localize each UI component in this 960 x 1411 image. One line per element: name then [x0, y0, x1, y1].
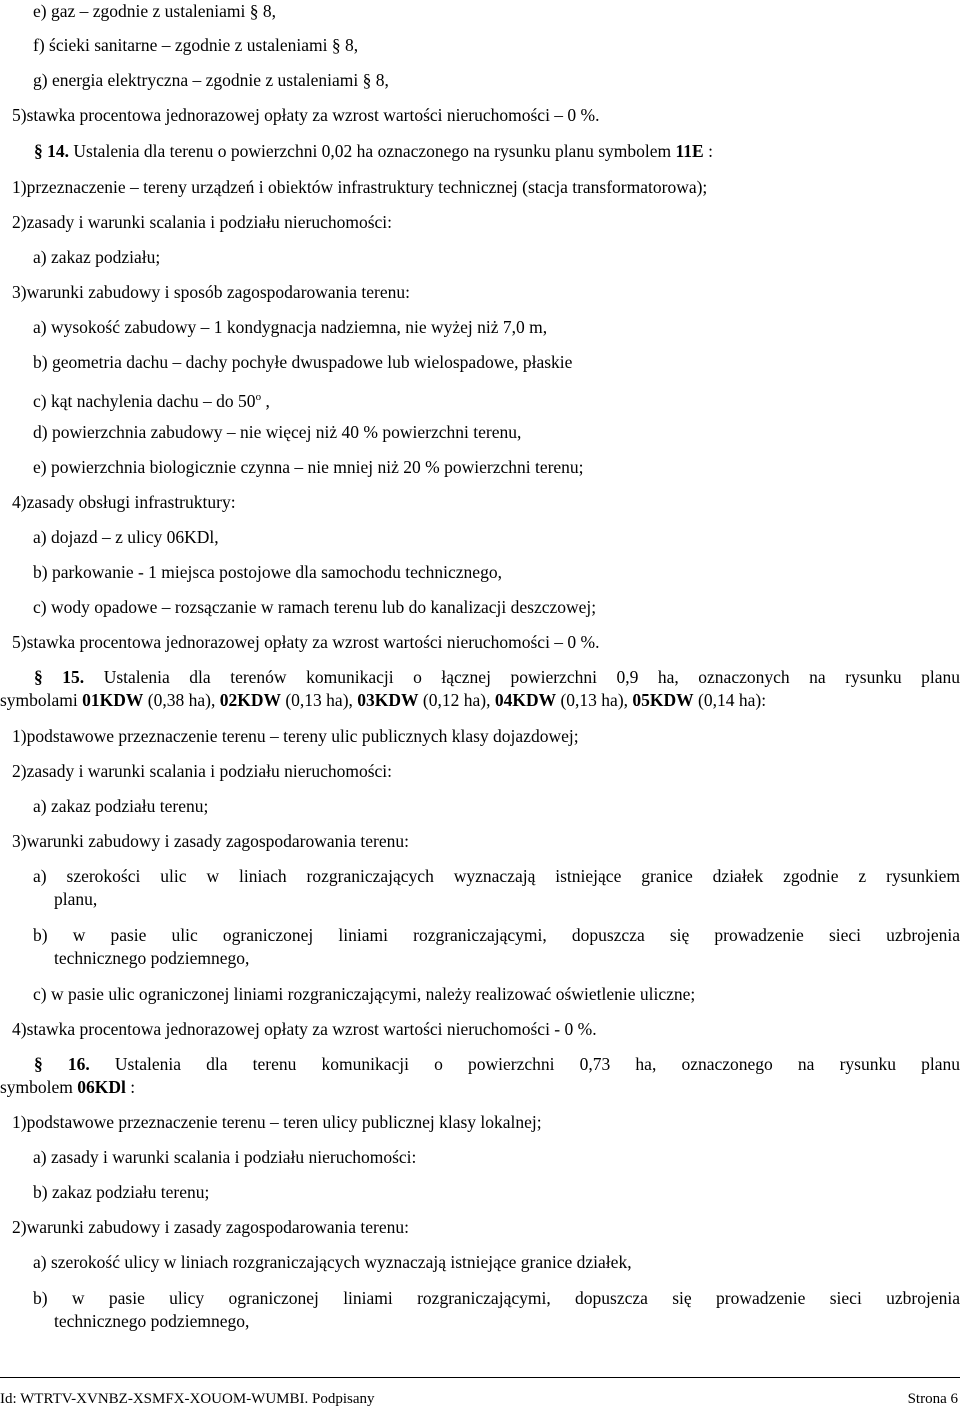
item-a-zasady-scalania: a) zasady i warunki scalania i podziału nieruchomości:	[33, 1147, 417, 1167]
symbol: 03KDW	[357, 690, 419, 710]
item-b-pas-ulicy: b) w pasie ulicy ograniczonej liniami rozgraniczającymi, dopuszcza się prowadzenie sieci uzbrojenia	[33, 1288, 960, 1308]
item-b-pas-ulic: b) w pasie ulic ograniczonej liniami rozgraniczającymi, dopuszcza się prowadzenie sieci uzbrojenia	[33, 925, 960, 945]
section-text: Ustalenia dla terenu o powierzchni 0,02 ha oznaczonego na rysunku planu symbolem	[73, 141, 672, 161]
section-number: § 15.	[34, 667, 85, 687]
item-2-zasady-scalania: 2)zasady i warunki scalania i podziału nieruchomości:	[12, 761, 393, 781]
section-number: § 14.	[34, 141, 69, 161]
item-1-podstawowe-przeznaczenie: 1)podstawowe przeznaczenie terenu – tereny ulic publicznych klasy dojazdowej;	[12, 726, 579, 746]
item-a-szerokosci-ulic: a) szerokości ulic w liniach rozgraniczających wyznaczają istniejące granice działek zgodnie z rysunkiem	[33, 866, 960, 886]
item-a-zakaz-podzialu: a) zakaz podziału;	[33, 247, 161, 267]
item-a-zakaz-podzialu: a) zakaz podziału terenu;	[33, 796, 209, 816]
symbol: 04KDW	[494, 690, 557, 710]
item-a-szerokosc-ulicy: a) szerokość ulicy w liniach rozgraniczających wyznaczają istniejące granice działek,	[33, 1252, 632, 1272]
section-number: § 16.	[34, 1054, 90, 1074]
symbol: 06KDl	[77, 1077, 126, 1097]
section-15-symbols: symbolami 01KDW (0,38 ha), 02KDW (0,13 ha), 03KDW (0,12 ha), 04KDW (0,13 ha), 05KDW (0,14 ha):	[0, 690, 767, 710]
section-16-symbol: symbolem 06KDl :	[0, 1077, 136, 1097]
symbol: 02KDW	[219, 690, 281, 710]
item-b-pas-ulic-cont: technicznego podziemnego,	[54, 948, 250, 968]
item-4-stawka: 4)stawka procentowa jednorazowej opłaty za wzrost wartości nieruchomości - 0 %.	[12, 1019, 597, 1039]
footer-page-number: Strona 6	[907, 1391, 958, 1407]
item-e-gaz: e) gaz – zgodnie z ustaleniami § 8,	[33, 1, 276, 21]
item-3-warunki-zabudowy: 3)warunki zabudowy i zasady zagospodarowania terenu:	[12, 831, 410, 851]
item-b-pas-ulicy-cont: technicznego podziemnego,	[54, 1311, 250, 1331]
item-c-wody-opadowe: c) wody opadowe – rozsączanie w ramach terenu lub do kanalizacji deszczowej;	[33, 597, 597, 617]
item-2-zasady-scalania: 2)zasady i warunki scalania i podziału nieruchomości:	[12, 212, 393, 232]
item-c-oswietlenie: c) w pasie ulic ograniczonej liniami rozgraniczającymi, należy realizować oświetlenie uliczne;	[33, 984, 696, 1004]
item-5-stawka: 5)stawka procentowa jednorazowej opłaty za wzrost wartości nieruchomości – 0 %.	[12, 632, 600, 652]
section-text: Ustalenia dla terenów komunikacji o łącznej powierzchni 0,9 ha, oznaczonych na rysunku planu	[103, 667, 960, 687]
item-3-warunki-zabudowy: 3)warunki zabudowy i sposób zagospodarowania terenu:	[12, 282, 411, 302]
item-b-zakaz-podzialu: b) zakaz podziału terenu;	[33, 1182, 210, 1202]
item-1-przeznaczenie: 1)przeznaczenie – tereny urządzeń i obiektów infrastruktury technicznej (stacja transformatorowa);	[12, 177, 708, 197]
section-15-heading	[34, 666, 960, 688]
item-a-wysokosc: a) wysokość zabudowy – 1 kondygnacja nadziemna, nie wyżej niż 7,0 m,	[33, 317, 548, 337]
item-c-kat-nachylenia: c) kąt nachylenia dachu – do 50$^o$ ,	[33, 390, 270, 411]
symbol: 01KDW	[82, 690, 144, 710]
item-5-stawka: 5)stawka procentowa jednorazowej opłaty za wzrost wartości nieruchomości – 0 %.	[12, 105, 600, 125]
item-1-podstawowe-przeznaczenie: 1)podstawowe przeznaczenie terenu – teren ulicy publicznej klasy lokalnej;	[12, 1112, 542, 1132]
section-16-heading	[34, 1053, 960, 1075]
item-a-dojazd: a) dojazd – z ulicy 06KDl,	[33, 527, 219, 547]
item-b-parkowanie: b) parkowanie - 1 miejsca postojowe dla samochodu technicznego,	[33, 562, 502, 582]
item-g-energia: g) energia elektryczna – zgodnie z ustaleniami § 8,	[33, 70, 389, 90]
item-a-szerokosci-ulic-cont: planu,	[54, 889, 98, 909]
item-d-powierzchnia-zabudowy: d) powierzchnia zabudowy – nie więcej niż 40 % powierzchni terenu,	[33, 422, 522, 442]
item-e-powierzchnia-biologiczna: e) powierzchnia biologicznie czynna – nie mniej niż 20 % powierzchni terenu;	[33, 457, 584, 477]
item-4-zasady-obslugi: 4)zasady obsługi infrastruktury:	[12, 492, 236, 512]
section-14-heading: § 14. Ustalenia dla terenu o powierzchni 0,02 ha oznaczonego na rysunku planu symbolem 11E :	[34, 141, 713, 161]
item-2-warunki-zabudowy: 2)warunki zabudowy i zasady zagospodarowania terenu:	[12, 1217, 410, 1237]
item-f-scieki: f) ścieki sanitarne – zgodnie z ustaleniami § 8,	[33, 35, 359, 55]
symbol: 05KDW	[632, 690, 694, 710]
footer-divider	[0, 1377, 960, 1378]
section-text: Ustalenia dla terenu komunikacji o powierzchni 0,73 ha, oznaczonego na rysunku planu	[114, 1054, 960, 1074]
item-b-geometria: b) geometria dachu – dachy pochyłe dwuspadowe lub wielospadowe, płaskie	[33, 352, 573, 372]
symbol: 11E	[675, 141, 704, 161]
footer-document-id: Id: WTRTV-XVNBZ-XSMFX-XOUOM-WUMBI. Podpisany	[0, 1391, 375, 1407]
